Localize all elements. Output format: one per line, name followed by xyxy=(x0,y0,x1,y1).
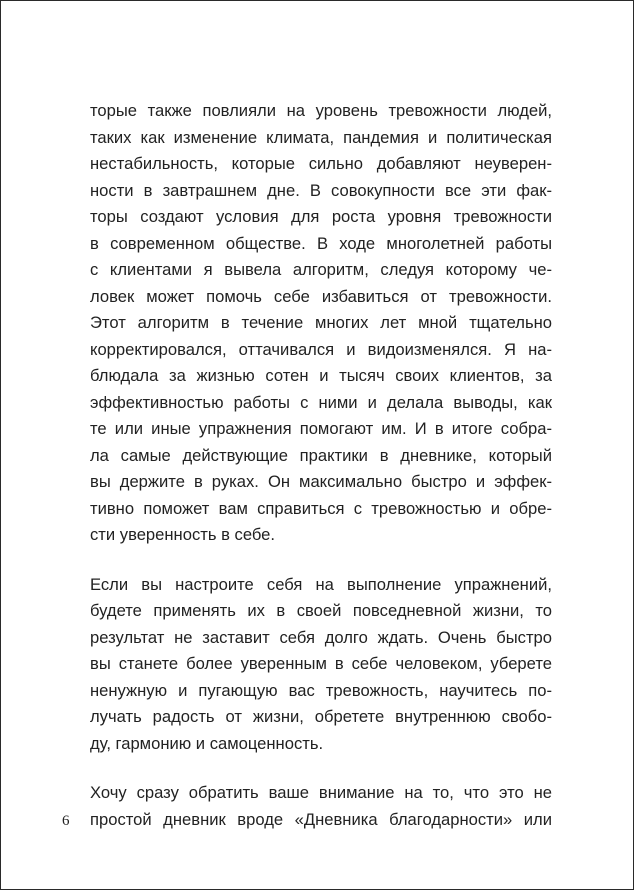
text-line: ду, гармонию и самоценность. xyxy=(90,733,324,753)
text-line: эффективностью работы с ними и делала выводы, как xyxy=(90,392,552,412)
text-line: торы создают условия для роста уровня тревожности xyxy=(90,207,552,226)
text-line: Если вы настроите себя на выполнение упражнений, xyxy=(90,574,552,594)
text-line: блюдала за жизнью сотен и тысяч своих клиентов, за xyxy=(90,366,552,385)
text-line: те или иные упражнения помогают им. И в итоге собра- xyxy=(90,419,552,438)
text-line: таких как изменение климата, пандемия и политическая xyxy=(90,127,552,147)
text-line: нестабильность, которые сильно добавляют неуверен- xyxy=(90,154,552,173)
text-line: результат не заставит себя долго ждать. Очень быстро xyxy=(90,627,552,647)
paragraph-3 xyxy=(90,780,552,833)
text-line: в современном обществе. В ходе многолетней работы xyxy=(90,233,552,253)
text-line: тивно поможет вам справиться с тревожностью и обре- xyxy=(90,498,552,518)
text-line: вы держите в руках. Он максимально быстро и эффек- xyxy=(90,472,552,491)
text-line: лучать радость от жизни, обретете внутреннюю свобо- xyxy=(90,707,552,726)
text-line: ла самые действующие практики в дневнике, который xyxy=(90,445,552,465)
paragraph-2 xyxy=(90,572,552,758)
text-line: Этот алгоритм в течение многих лет мной тщательно xyxy=(90,313,552,332)
text-line: ловек может помочь себе избавиться от тревожности. xyxy=(90,286,552,306)
text-line: ненужную и пугающую вас тревожность, научитесь по- xyxy=(90,680,552,700)
text-line: Хочу сразу обратить ваше внимание на то, что это не xyxy=(90,783,552,802)
text-line: будете применять их в своей повседневной жизни, то xyxy=(90,601,552,620)
page-number: 6 xyxy=(62,813,70,829)
text-line: с клиентами я вывела алгоритм, следуя которому че- xyxy=(90,260,552,279)
text-line: торые также повлияли на уровень тревожности людей, xyxy=(90,101,552,120)
text-line: вы станете более уверенным в себе человеком, уберете xyxy=(90,654,552,673)
text-line: сти уверенность в себе. xyxy=(90,525,276,544)
text-line: корректировался, оттачивался и видоизменялся. Я на- xyxy=(90,339,552,359)
text-line: ности в завтрашнем дне. В совокупности все эти фак- xyxy=(90,180,552,200)
text-line: простой дневник вроде «Дневника благодарности» или xyxy=(90,809,552,829)
paragraph-1 xyxy=(90,98,552,549)
body-text xyxy=(90,98,552,856)
